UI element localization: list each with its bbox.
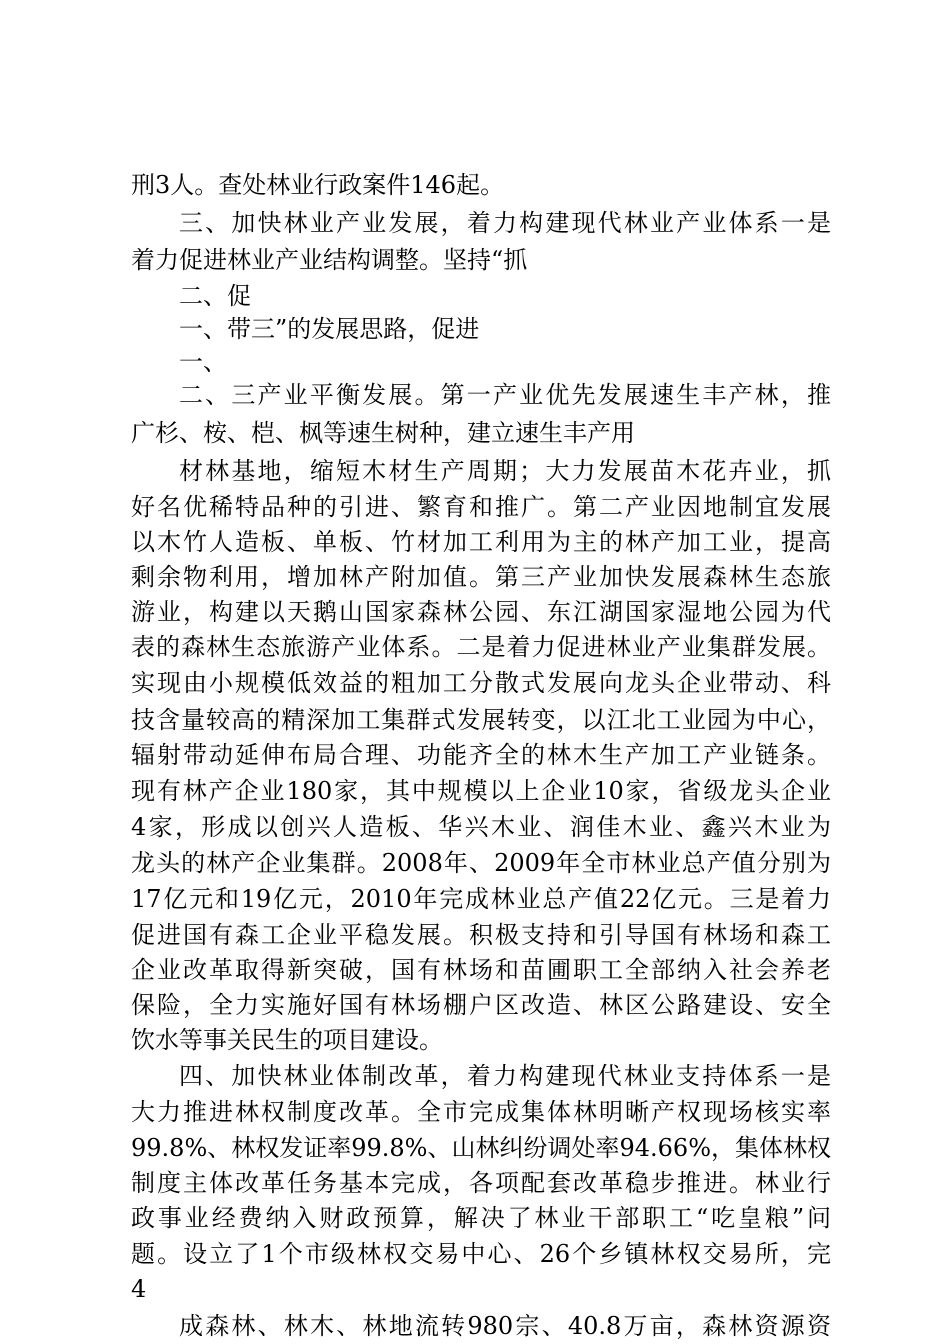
text-line: 政事业经费纳入财政预算，解决了林业干部职工“吃皇粮”问 xyxy=(131,1204,831,1232)
text-line: 实现由小规模低效益的粗加工分散式发展向龙头企业带动、科 xyxy=(131,669,831,697)
text-line: 大力推进林权制度改革。全市完成集体林明晰产权现场核实率 xyxy=(131,1098,831,1126)
text-line: 龙头的林产企业集群。2008年、2009年全市林业总产值分别为 xyxy=(131,849,831,877)
text-line: 17亿元和19亿元，2010年完成林业总产值22亿元。三是着力 xyxy=(131,885,831,913)
text-line: 一、带三”的发展思路，促进 xyxy=(179,315,480,343)
text-line: 促进国有森工企业平稳发展。积极支持和引导国有林场和森工 xyxy=(131,921,831,949)
text-line: 着力促进林业产业结构调整。坚持“抓 xyxy=(131,246,528,274)
text-line: 饮水等事关民生的项目建设。 xyxy=(131,1026,443,1054)
text-line: 一、 xyxy=(179,348,227,376)
text-line: 辐射带动延伸布局合理、功能齐全的林木生产加工产业链条。 xyxy=(131,741,831,769)
text-line: 剩余物利用，增加林产附加值。第三产业加快发展森林生态旅 xyxy=(131,563,831,591)
text-line: 三、加快林业产业发展，着力构建现代林业产业体系一是 xyxy=(179,209,831,237)
text-line: 成森林、林木、林地流转980宗、40.8万亩，森林资源资 xyxy=(179,1312,831,1340)
text-line: 好名优稀特品种的引进、繁育和推广。第二产业因地制宜发展 xyxy=(131,493,831,521)
text-line: 表的森林生态旅游产业体系。二是着力促进林业产业集群发展。 xyxy=(131,633,831,661)
text-line: 刑3人。查处林业行政案件146起。 xyxy=(131,171,505,199)
text-line: 题。设立了1个市级林权交易中心、26个乡镇林权交易所，完 xyxy=(131,1240,831,1268)
text-line: 99.8%、林权发证率99.8%、山林纠纷调处率94.66%，集体林权 xyxy=(131,1134,831,1162)
text-line: 技含量较高的精深加工集群式发展转变，以江北工业园为中心， xyxy=(131,706,831,734)
text-line: 材林基地，缩短木材生产周期；大力发展苗木花卉业，抓 xyxy=(179,457,831,485)
text-line: 4家，形成以创兴人造板、华兴木业、润佳木业、鑫兴木业为 xyxy=(131,813,831,841)
text-line: 二、促 xyxy=(179,282,251,310)
text-line: 以木竹人造板、单板、竹材加工利用为主的林产加工业，提高 xyxy=(131,528,831,556)
text-line: 四、加快林业体制改革，着力构建现代林业支持体系一是 xyxy=(179,1062,831,1090)
text-line: 保险，全力实施好国有林场棚户区改造、林区公路建设、安全 xyxy=(131,991,831,1019)
text-line: 游业，构建以天鹅山国家森林公园、东江湖国家湿地公园为代 xyxy=(131,598,831,626)
text-line: 二、三产业平衡发展。第一产业优先发展速生丰产林，推 xyxy=(179,381,831,409)
text-line: 广杉、桉、桤、枫等速生树种，建立速生丰产用 xyxy=(131,419,635,447)
text-line: 企业改革取得新突破，国有林场和苗圃职工全部纳入社会养老 xyxy=(131,956,831,984)
text-line: 制度主体改革任务基本完成，各项配套改革稳步推进。林业行 xyxy=(131,1169,831,1197)
text-line: 现有林产企业180家，其中规模以上企业10家，省级龙头企业 xyxy=(131,777,831,805)
text-line: 4 xyxy=(131,1275,147,1303)
